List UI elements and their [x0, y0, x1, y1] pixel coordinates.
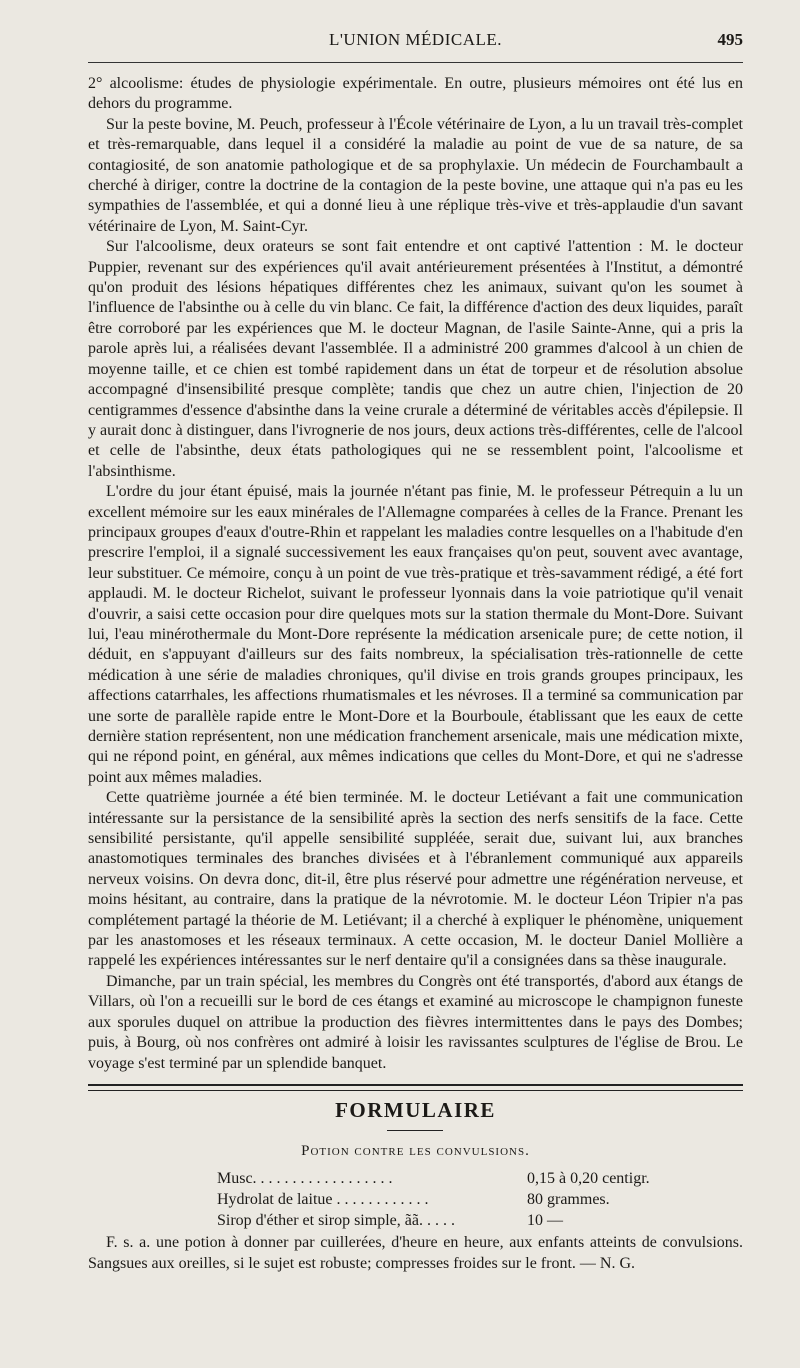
- ingredient-dose: 10 —: [527, 1212, 563, 1229]
- article-body: [88, 74, 743, 1074]
- article-paragraph: Sur la peste bovine, M. Peuch, professeur à l'École vétérinaire de Lyon, a lu un travail très-complet et très-remarquable, dans lequel il a considéré la maladie au point de vue de sa nature, de sa contagiosité, de son anatomie pathologique et de sa prophylaxie. Un médecin de Fourchambault a cherché à diriger, contre la doctrine de la contagion de la peste bovine, une attaque qui n'a pas eu les sympathies de l'assemblée, et qui a donné lieu à une réplique très-vive et très-applaudie d'un savant vétérinaire de Lyon, M. Saint-Cyr.: [88, 115, 743, 235]
- ingredient-row: [217, 1210, 737, 1231]
- page-header: [88, 30, 743, 60]
- article-paragraph: Cette quatrième journée a été bien terminée. M. le docteur Letiévant a fait une communication intéressante sur la persistance de la sensibilité après la section des nerfs sensitifs de la face. Cette sensibilité persistante, qu'il appelle sensibilité suppléée, serait due, suivant lui, aux branches anastomotiques terminales des branches divisées et à l'ébranlement communiqué aux appareils nerveux voisins. On devra donc, dit-il, être plus réservé pour admettre une régénération nerveuse, et moins hésitant, au contraire, dans la pratique de la névrotomie. M. le docteur Léon Tripier n'a pas complétement partagé la théorie de M. Letiévant; il a cherché à expliquer le phénomène, uniquement par les anastomoses et les réseaux terminaux. A cette occasion, M. le docteur Daniel Mollière a rappelé les expériences intéressantes sur le nerf dentaire qu'il a consignées dans sa thèse inaugurale.: [88, 789, 743, 970]
- ingredient-row: [217, 1189, 737, 1210]
- recipe-title: Potion contre les convulsions.: [301, 1143, 530, 1159]
- formulaire-heading: FORMULAIRE: [335, 1098, 496, 1122]
- section-divider: [88, 1084, 743, 1091]
- ingredient-name: Sirop d'éther et sirop simple, ãã. . . . .: [217, 1212, 455, 1229]
- article-paragraph: Sur l'alcoolisme, deux orateurs se sont fait entendre et ont captivé l'attention : M. le docteur Puppier, revenant sur des expériences qu'il avait antérieurement présentées à l'Institut, a démontré qu'on produit des lésions hépatiques différentes chez les animaux, suivant qu'on les soumet à l'influence de l'absinthe ou à celle du vin blanc. Ce fait, la différence d'action des deux liquides, paraît être corroboré par les expériences que M. le docteur Magnan, de l'asile Sainte-Anne, qui a pris la parole après lui, a réalisées devant l'assemblée. Il a administré 200 grammes d'alcool à un chien de moyenne taille, et ce chien est tombé rapidement dans un état de torpeur et de résolution absolue accompagné d'insensibilité presque complète; tandis que chez un autre chien, l'injection de 20 centigrammes d'essence d'absinthe dans la veine crurale a déterminé de véritables accès d'épilepsie. Il y aurait donc à distinguer, dans l'ivrognerie de nos jours, deux actions très-différentes, celle de l'alcool et celle de l'absinthe, deux états pathologiques qui ne se ressemblent point, l'alcoolisme et l'absinthisme.: [88, 238, 743, 480]
- recipe-instructions: F. s. a. une potion à donner par cuillerées, d'heure en heure, aux enfants atteints de convulsions. Sangsues aux oreilles, si le sujet est robuste; compresses froides sur le front. — N. G.: [88, 1234, 743, 1272]
- page-number: 495: [717, 30, 743, 49]
- ingredient-name: Musc. . . . . . . . . . . . . . . . . .: [217, 1170, 393, 1187]
- ingredient-dose: 0,15 à 0,20 centigr.: [527, 1170, 650, 1187]
- article-paragraph: Dimanche, par un train spécial, les membres du Congrès ont été transportés, d'abord aux étangs de Villars, où l'on a recueilli sur le bord de ces étangs et examiné au microscope le champignon funeste aux sporules duquel on attribue la production des fièvres intermittentes dans le pays des Dombes; puis, à Bourg, où nos confrères ont admiré à loisir les ravissantes sculptures de l'église de Brou. Le voyage s'est terminé par un splendide banquet.: [88, 972, 743, 1072]
- ingredient-name: Hydrolat de laitue . . . . . . . . . . . .: [217, 1191, 429, 1208]
- ingredient-dose: 80 grammes.: [527, 1191, 610, 1208]
- header-rule: [88, 62, 743, 63]
- heading-underline: [387, 1130, 443, 1131]
- running-title: L'UNION MÉDICALE.: [328, 30, 503, 49]
- ingredient-list: [217, 1168, 737, 1231]
- ingredient-row: [217, 1168, 737, 1189]
- article-paragraph: L'ordre du jour étant épuisé, mais la journée n'étant pas finie, M. le professeur Pétrequin a lu un excellent mémoire sur les eaux minérales de l'Allemagne comparées à celles de la France. Prenant les principaux groupes d'eaux d'outre-Rhin et rappelant les maladies contre lesquelles on a l'habitude d'en prescrire l'emploi, il a signalé successivement les eaux françaises qu'on peut, souvent avec avantage, leur substituer. Ce mémoire, conçu à un point de vue très-pratique et très-savamment rédigé, a été fort applaudi. M. le docteur Richelot, suivant le professeur lyonnais dans la voie patriotique qu'il venait d'ouvrir, a saisi cette occasion pour dire quelques mots sur la station thermale du Mont-Dore. Suivant lui, l'eau minérothermale du Mont-Dore représente la médication arsenicale pure; de cette notion, il déduit, en s'appuyant d'ailleurs sur des faits nombreux, la spécialisation très-rationnelle de cette médication à une série de maladies chroniques, qu'il divise en trois grands groupes principaux, les affections catarrhales, les affections rhumatismales et les névroses. Il a terminé sa communication par une sorte de parallèle rapide entre le Mont-Dore et la Bourboule, établissant que les eaux de cette dernière station représentent, non une médication franchement arsenicale, mais une médication mixte, qui ne répond point, en général, aux mêmes indications que celles du Mont-Dore, et qui ne s'adresse point aux mêmes maladies.: [88, 483, 743, 786]
- article-paragraph: 2° alcoolisme: études de physiologie expérimentale. En outre, plusieurs mémoires ont été lus en dehors du programme.: [88, 75, 743, 113]
